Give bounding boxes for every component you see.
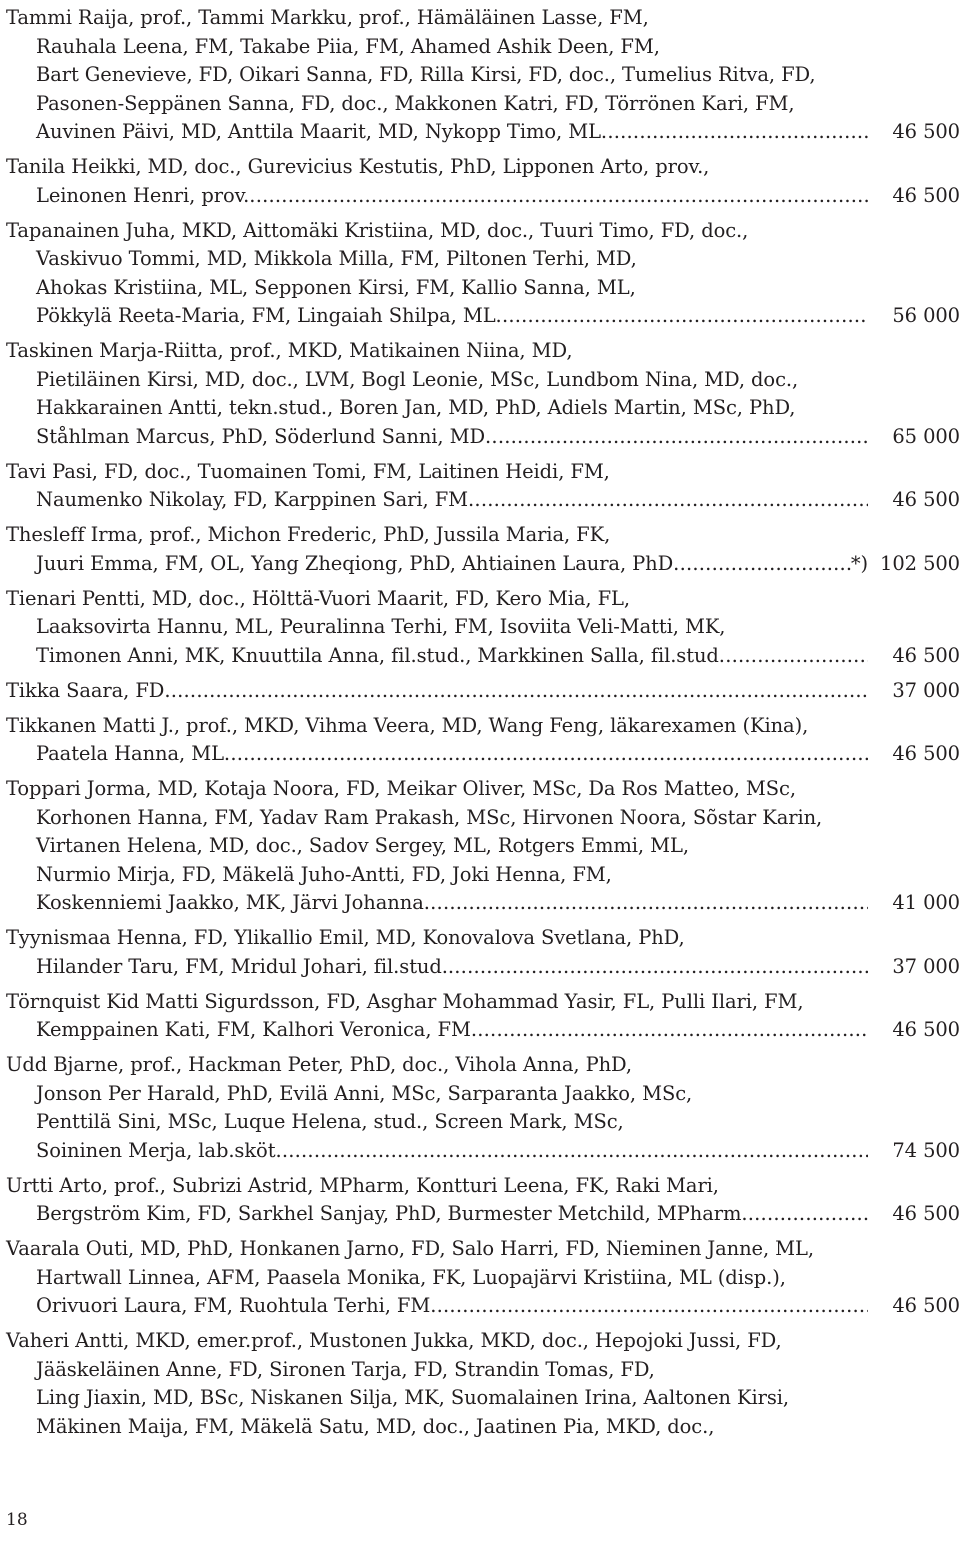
recipient-names-text: Thesleff Irma, prof., Michon Frederic, PhD, Jussila Maria, FK, xyxy=(6,523,611,546)
entry-continuation-line xyxy=(6,1080,960,1109)
entry-first-line xyxy=(6,217,960,246)
recipient-names-text: Naumenko Nikolay, FD, Karppinen Sari, FM xyxy=(36,488,469,511)
list-item xyxy=(6,712,960,769)
entry-continuation-line xyxy=(6,61,960,90)
dot-leader xyxy=(275,1137,868,1166)
list-item xyxy=(6,337,960,451)
recipient-names-text: Bart Genevieve, FD, Oikari Sanna, FD, Rilla Kirsi, FD, doc., Tumelius Ritva, FD, xyxy=(36,63,816,86)
dot-leader xyxy=(164,677,868,706)
grant-amount: 74 500 xyxy=(892,1138,960,1162)
entry-continuation-line xyxy=(6,832,960,861)
entry-continuation-line xyxy=(6,302,960,331)
recipient-names-text: Koskenniemi Jaakko, MK, Järvi Johanna xyxy=(36,891,424,914)
entry-continuation-line xyxy=(6,182,960,211)
entry-continuation-line xyxy=(6,394,960,423)
list-item xyxy=(6,1172,960,1229)
list-item xyxy=(6,988,960,1045)
grant-amount: 37 000 xyxy=(892,678,960,702)
entry-continuation-line xyxy=(6,1137,960,1166)
grant-amount: 37 000 xyxy=(892,954,960,978)
grant-amount: 46 500 xyxy=(892,643,960,667)
grant-amount: 41 000 xyxy=(892,891,960,914)
recipient-names-text: Törnquist Kid Matti Sigurdsson, FD, Asghar Mohammad Yasir, FL, Pulli Ilari, FM, xyxy=(6,989,804,1013)
recipient-names-text: Tienari Pentti, MD, doc., Hölttä-Vuori Maarit, FD, Kero Mia, FL, xyxy=(6,586,630,610)
recipient-names-text: Pietiläinen Kirsi, MD, doc., LVM, Bogl Leonie, MSc, Lundbom Nina, MD, doc., xyxy=(36,367,799,391)
entry-first-line xyxy=(6,1235,960,1264)
entry-continuation-line xyxy=(6,1384,960,1413)
dot-leader xyxy=(424,889,868,918)
recipient-names-text: Tavi Pasi, FD, doc., Tuomainen Tomi, FM, Laitinen Heidi, FM, xyxy=(6,459,610,483)
recipient-names-text: Vaheri Antti, MKD, emer.prof., Mustonen Jukka, MKD, doc., Hepojoki Jussi, FD, xyxy=(6,1329,782,1352)
entry-continuation-line xyxy=(6,366,960,395)
grant-recipient-list xyxy=(6,4,960,1448)
entry-continuation-line xyxy=(6,804,960,833)
recipient-names-text: Hartwall Linnea, AFM, Paasela Monika, FK, Luopajärvi Kristiina, ML (disp.), xyxy=(36,1265,786,1289)
list-item xyxy=(6,1327,960,1441)
recipient-names-text: Jonson Per Harald, PhD, Evilä Anni, MSc, Sarparanta Jaakko, MSc, xyxy=(36,1081,693,1105)
recipient-names-text: Tikka Saara, FD xyxy=(6,678,165,702)
dot-leader xyxy=(249,182,868,211)
list-item xyxy=(6,677,960,706)
entry-first-line xyxy=(6,458,960,487)
dot-leader xyxy=(430,1292,868,1321)
recipient-names-text: Rauhala Leena, FM, Takabe Piia, FM, Ahamed Ashik Deen, FM, xyxy=(36,34,660,58)
page-number: 18 xyxy=(6,1510,28,1530)
recipient-names-text: Ling Jiaxin, MD, BSc, Niskanen Silja, MK, Suomalainen Irina, Aaltonen Kirsi, xyxy=(36,1386,789,1409)
dot-leader xyxy=(471,1016,868,1045)
recipient-names-text: Pasonen-Seppänen Sanna, FD, doc., Makkonen Katri, FD, Törrönen Kari, FM, xyxy=(36,91,795,115)
recipient-names-text: Penttilä Sini, MSc, Luque Helena, stud., Screen Mark, MSc, xyxy=(36,1110,624,1133)
grant-amount: 46 500 xyxy=(892,488,960,511)
recipient-names-text: Mäkinen Maija, FM, Mäkelä Satu, MD, doc., Jaatinen Pia, MKD, doc., xyxy=(36,1414,715,1438)
recipient-names-text: Hilander Taru, FM, Mridul Johari, fil.stud. xyxy=(36,954,448,978)
grant-amount: 56 000 xyxy=(892,304,960,327)
list-item xyxy=(6,1235,960,1321)
list-item xyxy=(6,1051,960,1165)
recipient-names-text: Virtanen Helena, MD, doc., Sadov Sergey, ML, Rotgers Emmi, ML, xyxy=(36,834,689,857)
recipient-names-text: Toppari Jorma, MD, Kotaja Noora, FD, Meikar Oliver, MSc, Da Ros Matteo, MSc, xyxy=(6,777,796,800)
dot-leader xyxy=(601,118,868,147)
recipient-names-text: Tyynismaa Henna, FD, Ylikallio Emil, MD, Konovalova Svetlana, PhD, xyxy=(6,926,685,949)
entry-first-line xyxy=(6,1051,960,1080)
list-item xyxy=(6,217,960,331)
entry-first-line xyxy=(6,1327,960,1356)
grant-amount: 46 500 xyxy=(892,1294,960,1317)
recipient-names-text: Orivuori Laura, FM, Ruohtula Terhi, FM xyxy=(36,1294,431,1317)
recipient-names-text: Tikkanen Matti J., prof., MKD, Vihma Veera, MD, Wang Feng, läkarexamen (Kina), xyxy=(6,713,809,737)
recipient-names-text: Hakkarainen Antti, tekn.stud., Boren Jan, MD, PhD, Adiels Martin, MSc, PhD, xyxy=(36,396,796,419)
recipient-names-text: Auvinen Päivi, MD, Anttila Maarit, MD, Nykopp Timo, ML xyxy=(36,120,601,143)
grant-amount: 46 500 xyxy=(892,1202,960,1225)
grant-amount: 65 000 xyxy=(892,424,960,448)
entry-first-line xyxy=(6,924,960,953)
entry-continuation-line xyxy=(6,423,960,452)
entry-first-line xyxy=(6,712,960,741)
recipient-names-text: Juuri Emma, FM, OL, Yang Zheqiong, PhD, Ahtiainen Laura, PhD xyxy=(36,551,674,575)
entry-first-line xyxy=(6,585,960,614)
list-item xyxy=(6,924,960,981)
grant-amount: 102 500 xyxy=(880,551,960,575)
recipient-names-text: Vaskivuo Tommi, MD, Mikkola Milla, FM, Piltonen Terhi, MD, xyxy=(36,247,637,270)
entry-continuation-line xyxy=(6,1413,960,1442)
entry-first-line xyxy=(6,521,960,550)
recipient-names-text: Pökkylä Reeta-Maria, FM, Lingaiah Shilpa, ML xyxy=(36,304,496,327)
recipient-names-text: Ståhlman Marcus, PhD, Söderlund Sanni, MD xyxy=(36,424,486,448)
recipient-names-text: Korhonen Hanna, FM, Yadav Ram Prakash, MSc, Hirvonen Noora, Sõstar Karin, xyxy=(36,805,823,829)
entry-continuation-line xyxy=(6,1356,960,1385)
entry-first-line xyxy=(6,1172,960,1201)
dot-leader xyxy=(496,302,868,331)
grant-amount: 46 500 xyxy=(892,1018,960,1041)
recipient-names-text: Udd Bjarne, prof., Hackman Peter, PhD, doc., Vihola Anna, PhD, xyxy=(6,1053,632,1076)
recipient-names-text: Soininen Merja, lab.sköt xyxy=(36,1138,276,1162)
entry-continuation-line xyxy=(6,953,960,982)
dot-leader xyxy=(448,953,868,982)
entry-continuation-line xyxy=(6,486,960,515)
recipient-names-text: Tanila Heikki, MD, doc., Gurevicius Kestutis, PhD, Lipponen Arto, prov., xyxy=(6,155,710,178)
entry-first-line xyxy=(6,4,960,33)
list-item xyxy=(6,153,960,210)
recipient-names-text: Vaarala Outi, MD, PhD, Honkanen Jarno, FD, Salo Harri, FD, Nieminen Janne, ML, xyxy=(6,1237,814,1260)
recipient-names-text: Laaksovirta Hannu, ML, Peuralinna Terhi, FM, Isoviita Veli-Matti, MK, xyxy=(36,615,726,638)
recipient-names-text: Tapanainen Juha, MKD, Aittomäki Kristiina, MD, doc., Tuuri Timo, FD, doc., xyxy=(6,218,749,242)
dot-leader xyxy=(673,550,851,579)
recipient-names-text: Ahokas Kristiina, ML, Sepponen Kirsi, FM, Kallio Sanna, ML, xyxy=(36,275,636,299)
entry-continuation-line xyxy=(6,889,960,918)
entry-continuation-line xyxy=(6,1016,960,1045)
list-item xyxy=(6,775,960,918)
entry-first-line xyxy=(6,337,960,366)
dot-leader xyxy=(468,486,868,515)
dot-leader xyxy=(485,423,868,452)
entry-continuation-line xyxy=(6,118,960,147)
entry-continuation-line xyxy=(6,740,960,769)
recipient-names-text: Paatela Hanna, ML xyxy=(36,742,224,765)
recipient-names-text: Jääskeläinen Anne, FD, Sironen Tarja, FD, Strandin Tomas, FD, xyxy=(36,1357,655,1381)
grant-amount: 46 500 xyxy=(892,120,960,143)
entry-first-line xyxy=(6,775,960,804)
entry-first-line xyxy=(6,677,960,706)
entry-continuation-line xyxy=(6,90,960,119)
dot-leader xyxy=(741,1200,868,1229)
entry-continuation-line xyxy=(6,1292,960,1321)
list-item xyxy=(6,585,960,671)
recipient-names-text: Kemppainen Kati, FM, Kalhori Veronica, FM xyxy=(36,1018,471,1041)
entry-continuation-line xyxy=(6,1264,960,1293)
dot-leader xyxy=(224,740,868,769)
recipient-names-text: Tammi Raija, prof., Tammi Markku, prof., Hämäläinen Lasse, FM, xyxy=(6,6,649,29)
entry-continuation-line xyxy=(6,613,960,642)
recipient-names-text: Urtti Arto, prof., Subrizi Astrid, MPharm, Kontturi Leena, FK, Raki Mari, xyxy=(6,1173,719,1197)
entry-continuation-line xyxy=(6,274,960,303)
recipient-names-text: Timonen Anni, MK, Knuuttila Anna, fil.stud., Markkinen Salla, fil.stud xyxy=(36,643,719,667)
entry-continuation-line xyxy=(6,1200,960,1229)
entry-continuation-line xyxy=(6,33,960,62)
recipient-names-text: Nurmio Mirja, FD, Mäkelä Juho-Antti, FD, Joki Henna, FM, xyxy=(36,862,612,886)
list-item xyxy=(6,521,960,578)
entry-continuation-line xyxy=(6,1108,960,1137)
entry-continuation-line xyxy=(6,642,960,671)
footnote-marker: *) xyxy=(850,551,868,575)
list-item xyxy=(6,458,960,515)
recipient-names-text: Leinonen Henri, prov. xyxy=(36,183,250,207)
entry-first-line xyxy=(6,988,960,1017)
entry-continuation-line xyxy=(6,861,960,890)
grant-amount: 46 500 xyxy=(892,183,960,207)
list-item xyxy=(6,4,960,147)
entry-first-line xyxy=(6,153,960,182)
recipient-names-text: Taskinen Marja-Riitta, prof., MKD, Matikainen Niina, MD, xyxy=(6,339,573,362)
grant-amount: 46 500 xyxy=(892,742,960,765)
dot-leader xyxy=(719,642,868,671)
recipient-names-text: Bergström Kim, FD, Sarkhel Sanjay, PhD, Burmester Metchild, MPharm xyxy=(36,1202,742,1225)
entry-continuation-line xyxy=(6,550,960,579)
entry-continuation-line xyxy=(6,245,960,274)
